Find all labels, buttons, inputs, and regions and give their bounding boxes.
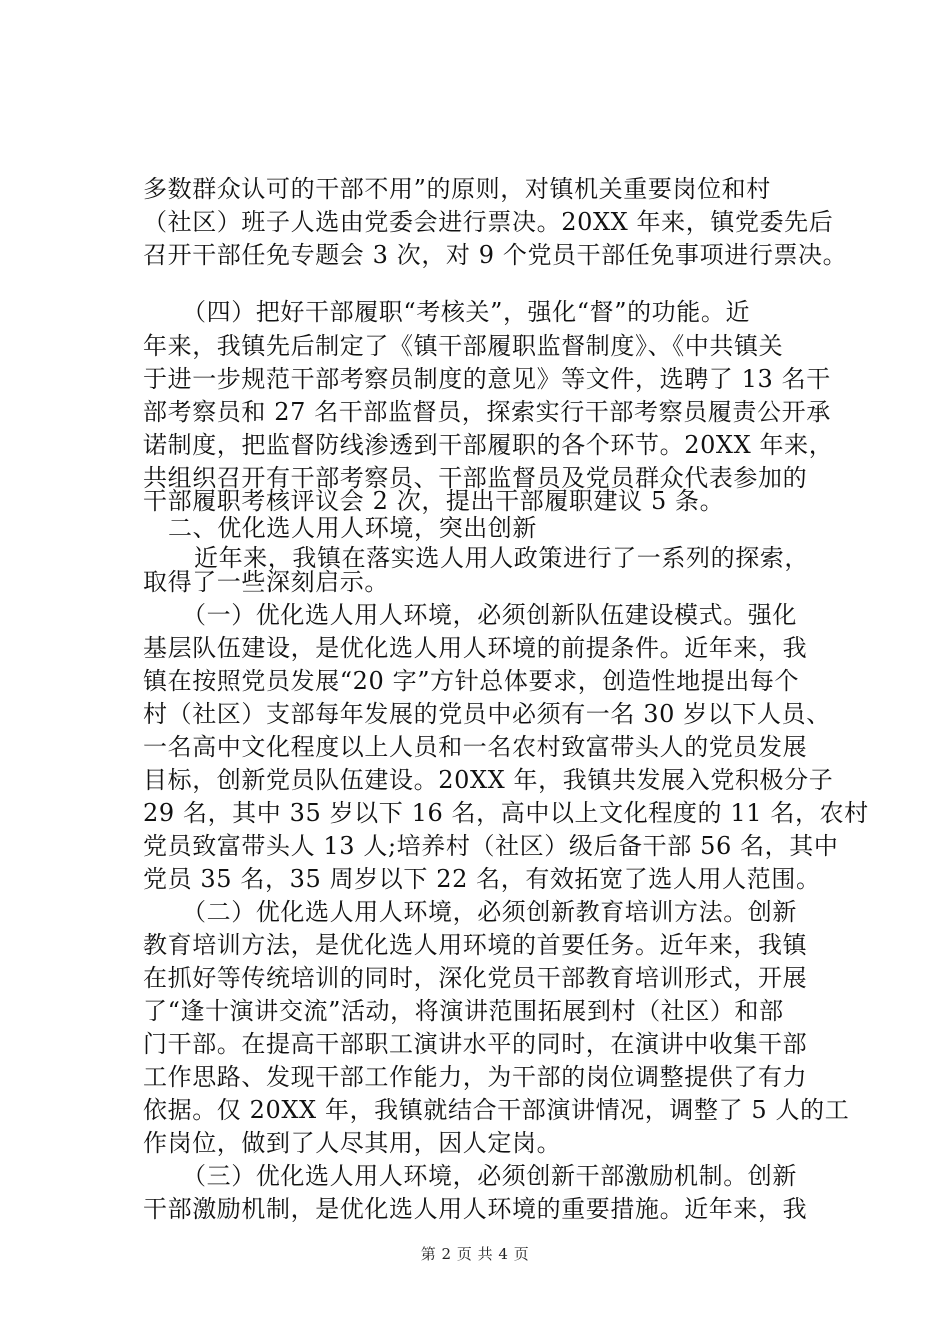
text-line: 在抓好等传统培训的同时，深化党员干部教育培训形式，开展 xyxy=(143,964,808,992)
text-line: 作岗位，做到了人尽其用，因人定岗。 xyxy=(143,1129,562,1157)
text-line: 部考察员和 27 名干部监督员，探索实行干部考察员履责公开承 xyxy=(143,398,831,426)
text-line: 于进一步规范干部考察员制度的意见》等文件，选聘了 13 名干 xyxy=(143,365,831,393)
section-heading: 二、优化选人用人环境，突出创新 xyxy=(168,514,537,542)
text-line: 诺制度，把监督防线渗透到干部履职的各个环节。20XX 年来， xyxy=(143,431,834,459)
text-line: 干部激励机制，是优化选人用人环境的重要措施。近年来，我 xyxy=(143,1195,808,1223)
text-line: 基层队伍建设，是优化选人用人环境的前提条件。近年来，我 xyxy=(143,634,808,662)
text-line: 召开干部任免专题会 3 次，对 9 个党员干部任免事项进行票决。 xyxy=(143,241,848,269)
text-line: （社区）班子人选由党委会进行票决。20XX 年来，镇党委先后 xyxy=(143,208,834,236)
text-line: 一名高中文化程度以上人员和一名农村致富带头人的党员发展 xyxy=(143,733,808,761)
text-line: 多数群众认可的干部不用”的原则，对镇机关重要岗位和村 xyxy=(143,175,771,203)
text-line: 党员 35 名，35 周岁以下 22 名，有效拓宽了选人用人范围。 xyxy=(143,865,821,893)
text-line: 村（社区）支部每年发展的党员中必须有一名 30 岁以下人员、 xyxy=(143,700,831,728)
text-line: 取得了一些深刻启示。 xyxy=(143,568,389,596)
text-line: 29 名，其中 35 岁以下 16 名，高中以上文化程度的 11 名，农村 xyxy=(143,799,869,827)
page-footer: 第 2 页 共 4 页 xyxy=(420,1245,530,1263)
text-line: 年来，我镇先后制定了《镇干部履职监督制度》、《中共镇关 xyxy=(143,332,784,360)
paragraph-start-line: （三）优化选人用人环境，必须创新干部激励机制。创新 xyxy=(182,1162,797,1190)
text-line: 门干部。在提高干部职工演讲水平的同时，在演讲中收集干部 xyxy=(143,1030,808,1058)
paragraph-start-line: （二）优化选人用人环境，必须创新教育培训方法。创新 xyxy=(182,898,797,926)
text-line: 镇在按照党员发展“20 字”方针总体要求，创造性地提出每个 xyxy=(143,667,800,695)
text-line: 共组织召开有干部考察员、干部监督员及党员群众代表参加的 xyxy=(143,464,808,492)
text-line: 依据。仅 20XX 年，我镇就结合干部演讲情况，调整了 5 人的工 xyxy=(143,1096,850,1124)
text-line: 干部履职考核评议会 2 次，提出干部履职建议 5 条。 xyxy=(143,487,725,515)
paragraph-start-line: 近年来，我镇在落实选人用人政策进行了一系列的探索， xyxy=(194,544,809,572)
paragraph-start-line: （一）优化选人用人环境，必须创新队伍建设模式。强化 xyxy=(182,601,797,629)
text-line: 教育培训方法，是优化选人用环境的首要任务。近年来，我镇 xyxy=(143,931,808,959)
text-line: 党员致富带头人 13 人;培养村（社区）级后备干部 56 名，其中 xyxy=(143,832,839,860)
text-line: 工作思路、发现干部工作能力，为干部的岗位调整提供了有力 xyxy=(143,1063,808,1091)
paragraph-start-line: （四）把好干部履职“考核关”，强化“督”的功能。近 xyxy=(182,298,751,326)
text-line: 目标，创新党员队伍建设。20XX 年，我镇共发展入党积极分子 xyxy=(143,766,834,794)
text-line: 了“逢十演讲交流”活动，将演讲范围拓展到村（社区）和部 xyxy=(143,997,784,1025)
